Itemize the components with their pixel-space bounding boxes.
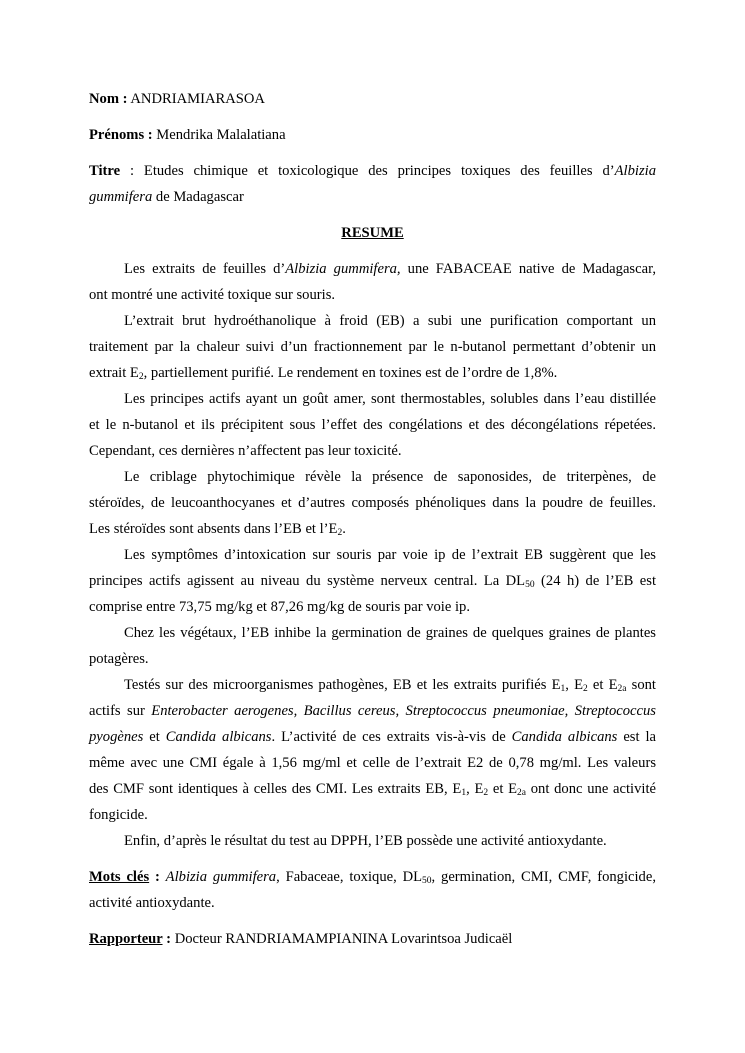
paragraph: Chez les végétaux, l’EB inhibe la germination de graines de quelques graines de plantes <box>124 625 656 641</box>
titre-block: Titre : Etudes chimique et toxicologique des principes toxiques des feuilles d’Albizia gummifera de Madagascar <box>89 163 656 205</box>
resume-body: Les extraits de feuilles d’Albizia gummifera, une FABACEAE native de Madagascar, ont montré une activité toxique sur souris. L’extrait brut hydroéthanolique à froid (EB) a subi une purification comportant un traitement par la chaleur suivi d’un fractionnement par le n-butanol permettant d’obtenir un extrait $E_2$, partiellement purifié. Le rendement en toxines est de l’ordre de 1,8%. Les principes actifs ayant un goût amer, sont thermostables, solubles dans l’eau distillée et le n-butanol et ils précipitent sous l’effet des congélations et des décongélations répetées. Cependant, ces dernières n’affectent pas leur toxicité. Le criblage phytochimique révèle la présence de saponosides, de triterpènes, de stéroïdes, de leucoanthocyanes et d’autres composés phénoliques dans la poudre de feuilles. Les stéroïdes sont absents dans l’EB et $l’E_2$. Les symptômes d’intoxication sur souris par voie ip de l’extrait EB suggèrent que les principes actifs agissent au niveau du système nerveux central. La $DL_{50}$ (24 h) de l’EB est comprise entre 73,75 mg/kg et 87,26 mg/kg de souris par voie ip. Chez les végétaux, l’EB inhibe la germination de graines de quelques graines de plantes potagères. Testés sur des microorganismes pathogènes, EB et les extraits purifiés $E_1$, $E_2$ et $E_{2a}$ sont actifs sur Enterobacter aerogenes, Bacillus cereus, Streptococcus pneumoniae, Streptococcus pyogènes et Candida albicans. L’activité de ces extraits vis-à-vis de Candida albicans est la même avec une CMI égale à 1,56 mg/ml et celle de l’extrait E2 de 0,78 mg/ml. Les valeurs des CMF sont identiques à celles des CMI. Les extraits EB, $E_1$, $E_2$ et $E_{2a}$ ont donc une activité fongicide. Enfin, d’après le résultat du test au DPPH, l’EB possède une activité antioxydante. <box>89 256 656 854</box>
paragraph: Le criblage phytochimique révèle la présence de saponosides, de triterpènes, de <box>124 469 656 485</box>
rapporteur-label: Rapporteur <box>89 931 163 947</box>
nom-label: Nom : <box>89 91 128 107</box>
prenoms-label: Prénoms : <box>89 127 153 143</box>
paragraph: L’extrait brut hydroéthanolique à froid (EB) a subi une purification comportant un <box>124 313 656 329</box>
paragraph: Enfin, d’après le résultat du test au DPPH, l’EB possède une activité antioxydante. <box>124 833 607 849</box>
paragraph: Testés sur des microorganismes pathogènes, EB et les extraits purifiés $E_1$, $E_2$ et $E_{2a}$ sont <box>124 677 656 694</box>
keywords-block: Mots clés : Albizia gummifera, Fabaceae, toxique, $DL_{50}$, germination, CMI, CMF, fongicide, activité antioxydante. <box>89 869 656 911</box>
nom-value: ANDRIAMIARASOA <box>130 91 265 107</box>
paragraph: Les extraits de feuilles d’Albizia gummifera, une FABACEAE native de Madagascar, <box>124 261 656 277</box>
keywords-label: Mots clés <box>89 869 150 885</box>
rapporteur-value: Docteur RANDRIAMAMPIANINA Lovarintsoa Judicaël <box>174 931 513 947</box>
prenoms-line <box>89 122 656 148</box>
prenoms-value: Mendrika Malalatiana <box>156 127 286 143</box>
paragraph: Les principes actifs ayant un goût amer, sont thermostables, solubles dans l’eau distillée <box>124 391 656 407</box>
resume-heading: RESUME <box>341 225 404 241</box>
rapporteur-line: Rapporteur : Docteur RANDRIAMAMPIANINA Lovarintsoa Judicaël <box>89 931 513 947</box>
titre-label: Titre <box>89 163 121 179</box>
nom-line <box>89 86 656 112</box>
titre-text: Etudes chimique et toxicologique des principes toxiques des feuilles d’ <box>143 163 615 179</box>
paragraph: Les symptômes d’intoxication sur souris par voie ip de l’extrait EB suggèrent que les <box>124 547 656 563</box>
document-page <box>89 86 656 952</box>
